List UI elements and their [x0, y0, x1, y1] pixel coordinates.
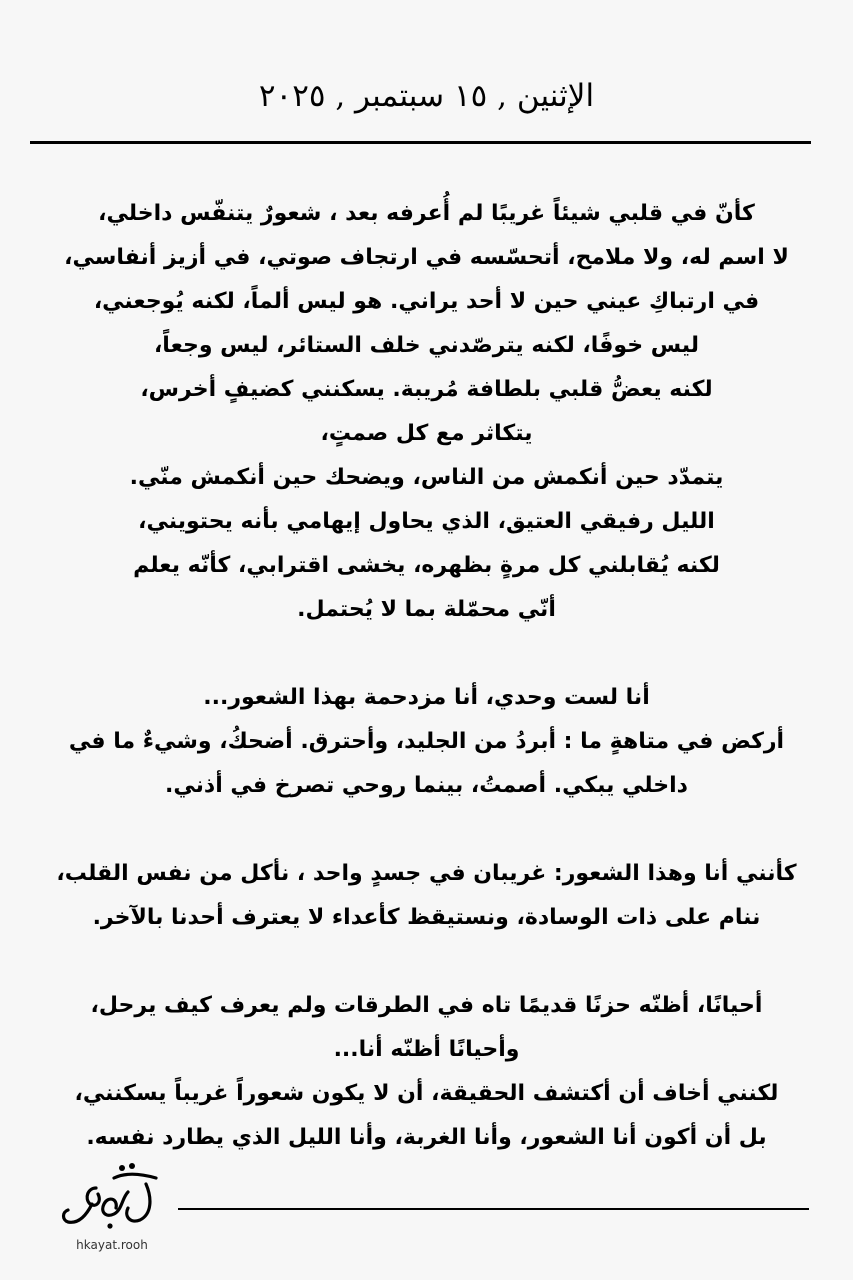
instagram-handle: hkayat.rooh [76, 1238, 148, 1252]
text-line: لا اسم له، ولا ملامح، أتحسّسه في ارتجاف صوتي، في أزيز أنفاسي، [64, 245, 789, 270]
text-line: أركض في متاهةٍ ما : أبردُ من الجليد، وأحترق. أضحكُ، وشيءٌ ما في [68, 729, 785, 754]
text-line: لكنني أخاف أن أكتشف الحقيقة، أن لا يكون شعوراً غريباً يسكنني، [74, 1081, 779, 1106]
signature-calligraphy-icon [56, 1158, 168, 1236]
text-line: ليس خوفًا، لكنه يترصّدني خلف الستائر، ليس وجعاً، [153, 333, 700, 358]
text-line: الليل رفيقي العتيق، الذي يحاول إيهامي بأنه يحتويني، [138, 509, 715, 534]
text-line: ننام على ذات الوسادة، ونستيقظ كأعداء لا يعترف أحدنا بالآخر. [92, 905, 761, 930]
bottom-divider [178, 1208, 809, 1210]
text-line: أحيانًا، أظنّه حزنًا قديمًا تاه في الطرقات ولم يعرف كيف يرحل، [90, 993, 763, 1018]
top-divider [30, 141, 811, 144]
text-line: أنّي محمّلة بما لا يُحتمل. [297, 597, 556, 622]
paragraph-gap [40, 808, 813, 852]
text-line: يتكاثر مع كل صمتٍ، [320, 421, 533, 446]
body-text [40, 192, 813, 1160]
paragraph-gap [40, 632, 813, 676]
paragraph-gap [40, 940, 813, 984]
text-line: داخلي يبكي. أصمتُ، بينما روحي تصرخ في أذني. [165, 773, 688, 798]
text-line: بل أن أكون أنا الشعور، وأنا الغربة، وأنا الليل الذي يطارد نفسه. [86, 1125, 767, 1150]
text-line: كأنّ في قلبي شيئاً غريبًا لم أُعرفه بعد ، شعورٌ يتنفّس داخلي، [98, 201, 755, 226]
page-date: الإثنين , ١٥ سبتمبر , ٢٠٢٥ [258, 78, 595, 114]
text-line: لكنه يُقابلني كل مرةٍ بظهره، يخشى اقترابي، كأنّه يعلم [133, 553, 720, 578]
text-line: وأحيانًا أظنّه أنا... [333, 1037, 520, 1062]
text-line: كأنني أنا وهذا الشعور: غريبان في جسدٍ واحد ، نأكل من نفس القلب، [56, 861, 797, 886]
text-line: في ارتباكِ عيني حين لا أحد يراني. هو ليس ألماً، لكنه يُوجعني، [93, 289, 760, 314]
signature-text: وجد [56, 1158, 58, 1159]
text-line: أنا لست وحدي، أنا مزدحمة بهذا الشعور... [203, 685, 650, 710]
text-line: لكنه يعضُّ قلبي بلطافة مُريبة. يسكنني كضيفٍ أخرس، [140, 377, 713, 402]
text-line: يتمدّد حين أنكمش من الناس، ويضحك حين أنكمش منّي. [129, 465, 724, 490]
